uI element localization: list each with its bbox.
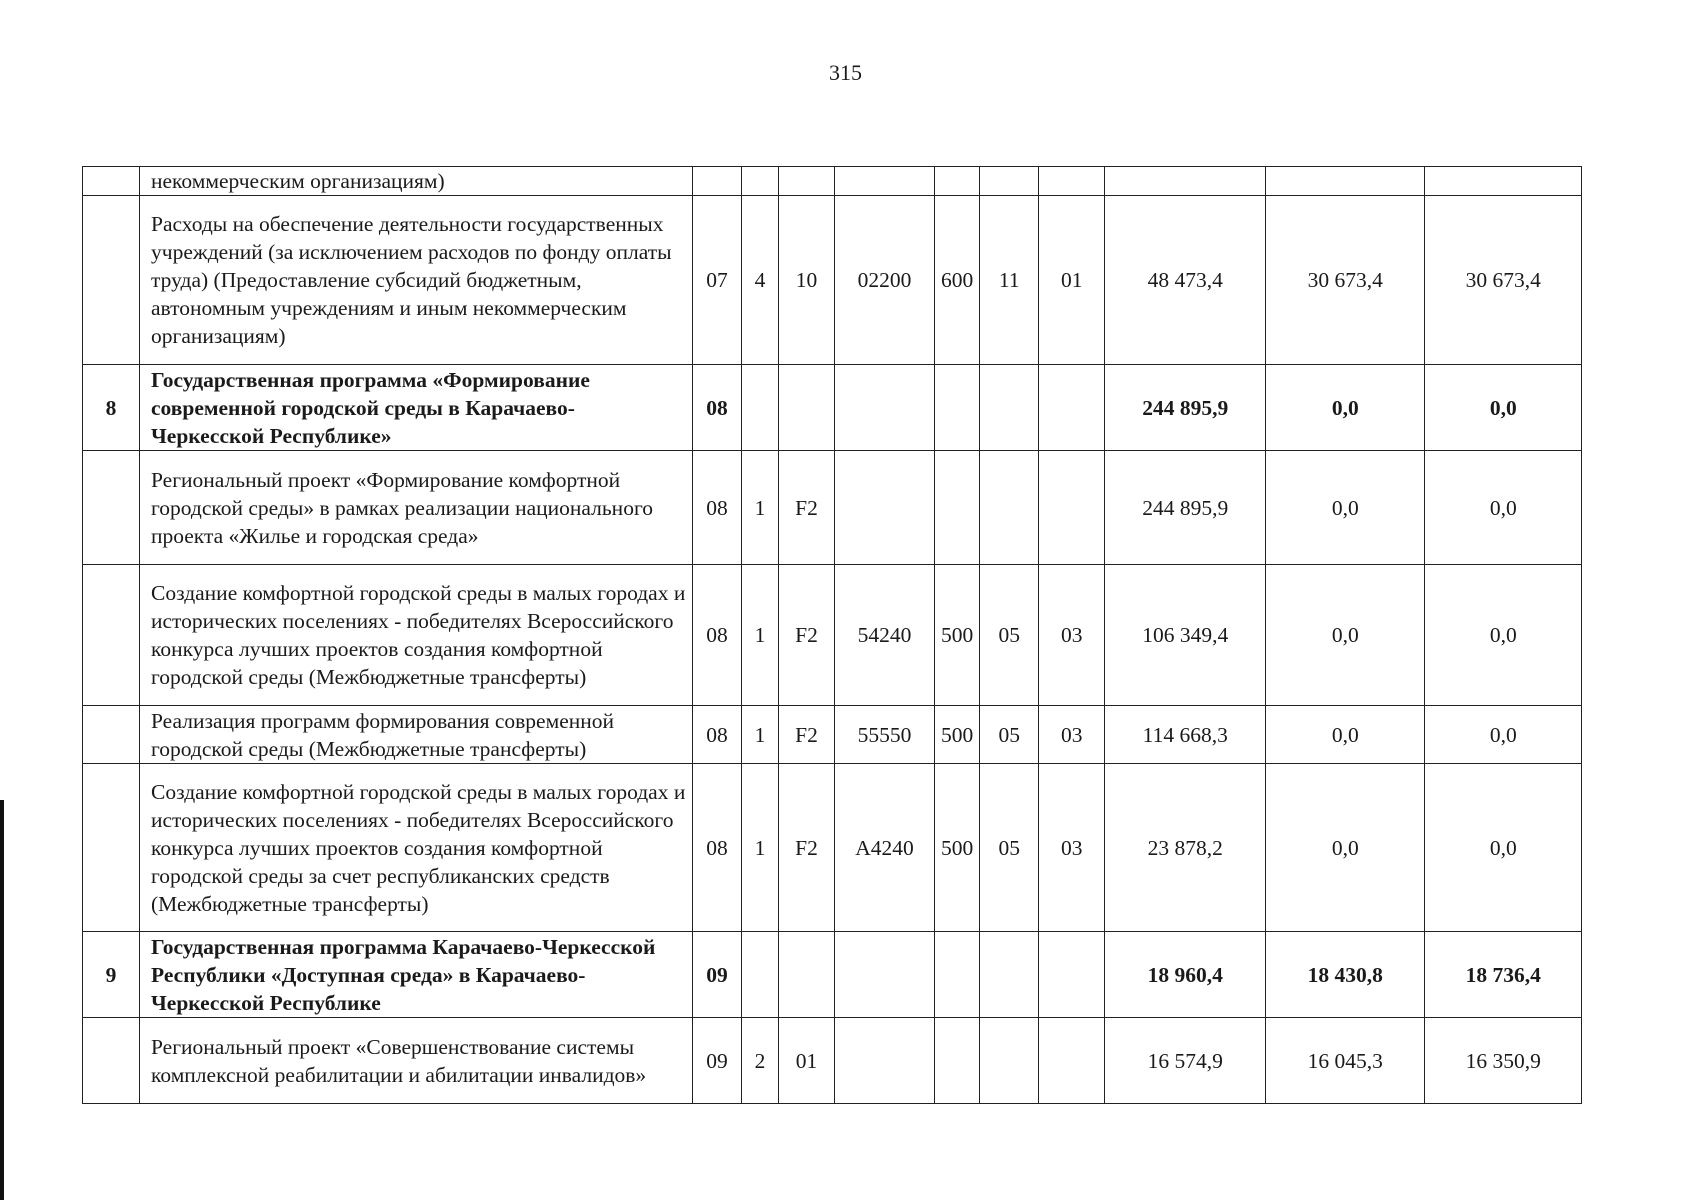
code-cell: 500 bbox=[935, 764, 980, 932]
expense-name-cell: Создание комфортной городской среды в малых городах и исторических поселениях - победителях Всероссийского конкурса лучших проектов создания комфортной городской среды (Межбюджетные трансферты) bbox=[140, 565, 693, 706]
row-number-cell bbox=[83, 196, 140, 365]
code-cell bbox=[742, 365, 779, 451]
code-cell bbox=[980, 932, 1039, 1018]
amount-cell: 18 736,4 bbox=[1425, 932, 1582, 1018]
code-cell bbox=[835, 365, 935, 451]
scan-edge-shadow bbox=[0, 800, 4, 1200]
amount-cell: 23 878,2 bbox=[1105, 764, 1266, 932]
expense-name-cell: некоммерческим организациям) bbox=[140, 167, 693, 196]
code-cell: 01 bbox=[1039, 196, 1105, 365]
code-cell bbox=[935, 167, 980, 196]
table-row bbox=[83, 565, 1582, 706]
row-number-cell bbox=[83, 706, 140, 764]
row-number-cell bbox=[83, 764, 140, 932]
amount-cell: 0,0 bbox=[1425, 565, 1582, 706]
code-cell: 4 bbox=[742, 196, 779, 365]
amount-cell bbox=[1266, 167, 1425, 196]
amount-cell: 0,0 bbox=[1425, 365, 1582, 451]
code-cell bbox=[935, 932, 980, 1018]
table-row bbox=[83, 1018, 1582, 1104]
code-cell: 08 bbox=[693, 451, 742, 565]
code-cell: 09 bbox=[693, 1018, 742, 1104]
budget-table bbox=[82, 166, 1582, 1104]
code-cell: 03 bbox=[1039, 706, 1105, 764]
expense-name-cell: Создание комфортной городской среды в малых городах и исторических поселениях - победителях Всероссийского конкурса лучших проектов создания комфортной городской среды за счет республиканских средств (Межбюджетные трансферты) bbox=[140, 764, 693, 932]
row-number-cell bbox=[83, 451, 140, 565]
amount-cell: 16 350,9 bbox=[1425, 1018, 1582, 1104]
code-cell: F2 bbox=[779, 764, 835, 932]
code-cell bbox=[835, 451, 935, 565]
code-cell: 05 bbox=[980, 565, 1039, 706]
code-cell bbox=[742, 932, 779, 1018]
code-cell: 54240 bbox=[835, 565, 935, 706]
amount-cell: 18 430,8 bbox=[1266, 932, 1425, 1018]
amount-cell: 244 895,9 bbox=[1105, 451, 1266, 565]
page-number: 315 bbox=[829, 60, 862, 85]
amount-cell: 30 673,4 bbox=[1425, 196, 1582, 365]
code-cell: 08 bbox=[693, 565, 742, 706]
amount-cell: 244 895,9 bbox=[1105, 365, 1266, 451]
code-cell: 09 bbox=[693, 932, 742, 1018]
code-cell bbox=[935, 1018, 980, 1104]
amount-cell: 48 473,4 bbox=[1105, 196, 1266, 365]
code-cell: 600 bbox=[935, 196, 980, 365]
amount-cell: 0,0 bbox=[1266, 565, 1425, 706]
code-cell: 07 bbox=[693, 196, 742, 365]
code-cell: А4240 bbox=[835, 764, 935, 932]
amount-cell: 16 045,3 bbox=[1266, 1018, 1425, 1104]
code-cell bbox=[779, 365, 835, 451]
amount-cell: 0,0 bbox=[1266, 365, 1425, 451]
expense-name-cell: Региональный проект «Формирование комфортной городской среды» в рамках реализации национального проекта «Жилье и городская среда» bbox=[140, 451, 693, 565]
code-cell: 10 bbox=[779, 196, 835, 365]
amount-cell: 0,0 bbox=[1425, 764, 1582, 932]
code-cell: 05 bbox=[980, 706, 1039, 764]
row-number-cell bbox=[83, 167, 140, 196]
amount-cell: 16 574,9 bbox=[1105, 1018, 1266, 1104]
code-cell bbox=[742, 167, 779, 196]
code-cell bbox=[1039, 1018, 1105, 1104]
code-cell: F2 bbox=[779, 706, 835, 764]
amount-cell: 0,0 bbox=[1266, 706, 1425, 764]
code-cell: 500 bbox=[935, 706, 980, 764]
code-cell bbox=[1039, 365, 1105, 451]
amount-cell bbox=[1425, 167, 1582, 196]
code-cell: 08 bbox=[693, 764, 742, 932]
code-cell: F2 bbox=[779, 565, 835, 706]
code-cell bbox=[693, 167, 742, 196]
amount-cell: 0,0 bbox=[1266, 764, 1425, 932]
code-cell bbox=[980, 167, 1039, 196]
code-cell: 11 bbox=[980, 196, 1039, 365]
amount-cell bbox=[1105, 167, 1266, 196]
code-cell bbox=[1039, 932, 1105, 1018]
amount-cell: 114 668,3 bbox=[1105, 706, 1266, 764]
code-cell bbox=[935, 365, 980, 451]
amount-cell: 30 673,4 bbox=[1266, 196, 1425, 365]
amount-cell: 0,0 bbox=[1425, 451, 1582, 565]
table-row bbox=[83, 167, 1582, 196]
code-cell: 1 bbox=[742, 451, 779, 565]
code-cell bbox=[1039, 451, 1105, 565]
code-cell bbox=[1039, 167, 1105, 196]
code-cell: 500 bbox=[935, 565, 980, 706]
amount-cell: 18 960,4 bbox=[1105, 932, 1266, 1018]
amount-cell: 0,0 bbox=[1266, 451, 1425, 565]
code-cell bbox=[779, 932, 835, 1018]
row-number-cell: 8 bbox=[83, 365, 140, 451]
table-row-program bbox=[83, 365, 1582, 451]
expense-name-cell: Региональный проект «Совершенствование системы комплексной реабилитации и абилитации инвалидов» bbox=[140, 1018, 693, 1104]
table-row-program bbox=[83, 932, 1582, 1018]
code-cell: 55550 bbox=[835, 706, 935, 764]
code-cell: 02200 bbox=[835, 196, 935, 365]
expense-name-cell: Расходы на обеспечение деятельности государственных учреждений (за исключением расходов по фонду оплаты труда) (Предоставление субсидий бюджетным, автономным учреждениям и иным некоммерческим организациям) bbox=[140, 196, 693, 365]
code-cell bbox=[980, 451, 1039, 565]
code-cell bbox=[835, 1018, 935, 1104]
code-cell: 1 bbox=[742, 706, 779, 764]
code-cell bbox=[935, 451, 980, 565]
code-cell: 01 bbox=[779, 1018, 835, 1104]
row-number-cell: 9 bbox=[83, 932, 140, 1018]
code-cell bbox=[779, 167, 835, 196]
row-number-cell bbox=[83, 565, 140, 706]
table-row bbox=[83, 706, 1582, 764]
amount-cell: 106 349,4 bbox=[1105, 565, 1266, 706]
code-cell: 1 bbox=[742, 565, 779, 706]
code-cell: F2 bbox=[779, 451, 835, 565]
code-cell: 05 bbox=[980, 764, 1039, 932]
code-cell bbox=[835, 932, 935, 1018]
expense-name-cell: Реализация программ формирования современной городской среды (Межбюджетные трансферты) bbox=[140, 706, 693, 764]
table-row bbox=[83, 451, 1582, 565]
expense-name-cell: Государственная программа «Формирование современной городской среды в Карачаево-Черкесской Республике» bbox=[140, 365, 693, 451]
amount-cell: 0,0 bbox=[1425, 706, 1582, 764]
code-cell bbox=[980, 365, 1039, 451]
code-cell: 2 bbox=[742, 1018, 779, 1104]
table-row bbox=[83, 196, 1582, 365]
expense-name-cell: Государственная программа Карачаево-Черкесской Республики «Доступная среда» в Карачаево-Черкесской Республике bbox=[140, 932, 693, 1018]
code-cell: 03 bbox=[1039, 764, 1105, 932]
code-cell: 08 bbox=[693, 365, 742, 451]
code-cell bbox=[980, 1018, 1039, 1104]
code-cell: 1 bbox=[742, 764, 779, 932]
row-number-cell bbox=[83, 1018, 140, 1104]
code-cell bbox=[835, 167, 935, 196]
table-row bbox=[83, 764, 1582, 932]
code-cell: 03 bbox=[1039, 565, 1105, 706]
code-cell: 08 bbox=[693, 706, 742, 764]
